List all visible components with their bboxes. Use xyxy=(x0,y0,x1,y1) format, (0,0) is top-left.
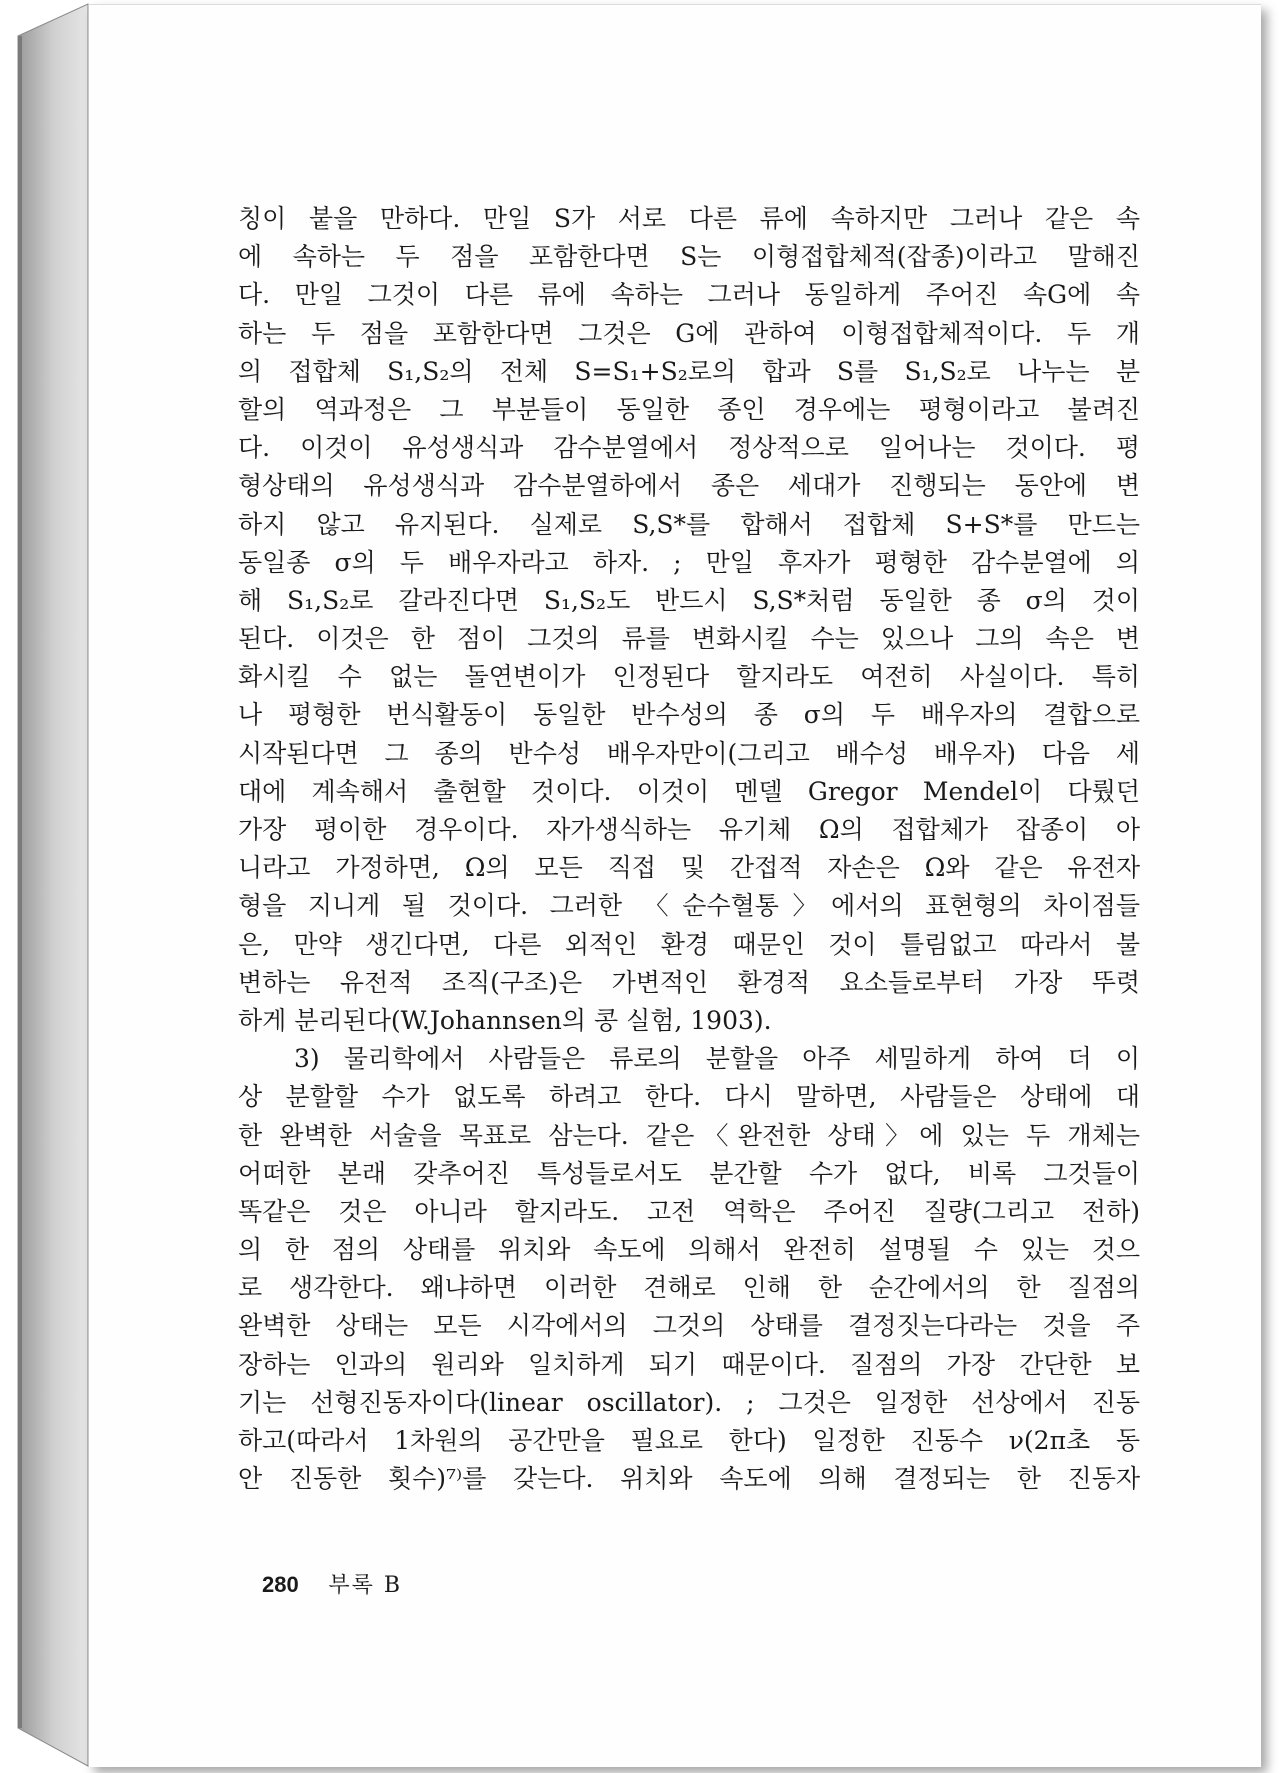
text-line: 완벽한 상태는 모든 시각에서의 그것의 상태를 결정짓는다라는 것을 주 xyxy=(238,1311,1140,1341)
text-line: 가장 평이한 경우이다. 자가생식하는 유기체 Ω의 접합체가 잡종이 아 xyxy=(238,815,1140,844)
text-line: 시작된다면 그 종의 반수성 배우자만이(그리고 배수성 배우자) 다음 세 xyxy=(238,738,1140,768)
text-line: 로 생각한다. 왜냐하면 이러한 견해로 인해 한 순간에서의 한 질점의 xyxy=(238,1273,1140,1303)
text-line: 변하는 유전적 조직(구조)은 가변적인 환경적 요소들로부터 가장 뚜렷 xyxy=(238,967,1140,997)
text-line: 은, 만약 생긴다면, 다른 외적인 환경 때문인 것이 틀림없고 따라서 불 xyxy=(238,929,1140,959)
page-number: 280 xyxy=(262,1572,299,1597)
text-line: 장하는 인과의 원리와 일치하게 되기 때문이다. 질점의 가장 간단한 보 xyxy=(238,1349,1140,1379)
text-line: 해 S₁,S₂로 갈라진다면 S₁,S₂도 반드시 S,S*처럼 동일한 종 σ의 것이 xyxy=(238,585,1140,615)
page-footer xyxy=(262,1568,402,1599)
text-line: 칭이 붙을 만하다. 만일 S가 서로 다른 류에 속하지만 그러나 같은 속 xyxy=(238,204,1140,233)
text-line: 상 분할할 수가 없도록 하려고 한다. 다시 말하면, 사람들은 상태에 대 xyxy=(238,1082,1140,1112)
body-text xyxy=(238,200,1140,1498)
text-line: 에 속하는 두 점을 포함한다면 S는 이형접합체적(잡종)이라고 말해진 xyxy=(238,242,1140,272)
text-line: 나 평형한 번식활동이 동일한 반수성의 종 σ의 두 배우자의 결합으로 xyxy=(238,700,1140,730)
text-line: 다. 이것이 유성생식과 감수분열에서 정상적으로 일어나는 것이다. 평 xyxy=(238,433,1140,463)
text-line: 된다. 이것은 한 점이 그것의 류를 변화시킬 수는 있으나 그의 속은 변 xyxy=(238,624,1140,654)
text-line: 형을 지니게 될 것이다. 그러한 〈순수혈통〉에서의 표현형의 차이점들 xyxy=(238,891,1140,921)
text-line: 하게 분리된다(W.Johannsen의 콩 실험, 1903). xyxy=(238,1005,772,1035)
text-line: 할의 역과정은 그 부분들이 동일한 종인 경우에는 평형이라고 불려진 xyxy=(238,394,1140,424)
text-line: 의 접합체 S₁,S₂의 전체 S=S₁+S₂로의 합과 S를 S₁,S₂로 나누는 분 xyxy=(238,356,1140,386)
text-line: 하지 않고 유지된다. 실제로 S,S*를 합해서 접합체 S+S*를 만드는 xyxy=(238,509,1140,539)
text-line: 어떠한 본래 갖추어진 특성들로서도 분간할 수가 없다, 비록 그것들이 xyxy=(238,1158,1140,1188)
book-spine xyxy=(0,0,90,1773)
text-line: 대에 계속해서 출현할 것이다. 이것이 멘델 Gregor Mendel이 다뤘던 xyxy=(238,776,1140,806)
text-line: 동일종 σ의 두 배우자라고 하자. ; 만일 후자가 평형한 감수분열에 의 xyxy=(238,547,1140,577)
text-line: 하는 두 점을 포함한다면 그것은 G에 관하여 이형접합체적이다. 두 개 xyxy=(238,318,1140,348)
text-line: 한 완벽한 서술을 목표로 삼는다. 같은〈완전한 상태〉에 있는 두 개체는 xyxy=(238,1120,1140,1150)
text-line: 똑같은 것은 아니라 할지라도. 고전 역학은 주어진 질량(그리고 전하) xyxy=(238,1196,1140,1226)
text-line: 형상태의 유성생식과 감수분열하에서 종은 세대가 진행되는 동안에 변 xyxy=(238,471,1140,501)
text-line: 기는 선형진동자이다(linear oscillator). ; 그것은 일정한 선상에서 진동 xyxy=(238,1387,1140,1417)
text-line: 다. 만일 그것이 다른 류에 속하는 그러나 동일하게 주어진 속G에 속 xyxy=(238,280,1140,310)
text-line: 하고(따라서 1차원의 공간만을 필요로 한다) 일정한 진동수 ν(2π초 동 xyxy=(238,1426,1140,1455)
section-label: 부록 B xyxy=(328,1573,403,1598)
text-line: 화시킬 수 없는 돌연변이가 인정된다 할지라도 여전히 사실이다. 특히 xyxy=(238,662,1140,692)
text-line: 안 진동한 횟수)⁷⁾를 갖는다. 위치와 속도에 의해 결정되는 한 진동자 xyxy=(238,1464,1140,1494)
paragraph-start-line: 3) 물리학에서 사람들은 류로의 분할을 아주 세밀하게 하여 더 이 xyxy=(294,1044,1140,1074)
text-line: 니라고 가정하면, Ω의 모든 직접 및 간접적 자손은 Ω와 같은 유전자 xyxy=(238,853,1140,883)
text-line: 의 한 점의 상태를 위치와 속도에 의해서 완전히 설명될 수 있는 것으 xyxy=(238,1235,1140,1265)
